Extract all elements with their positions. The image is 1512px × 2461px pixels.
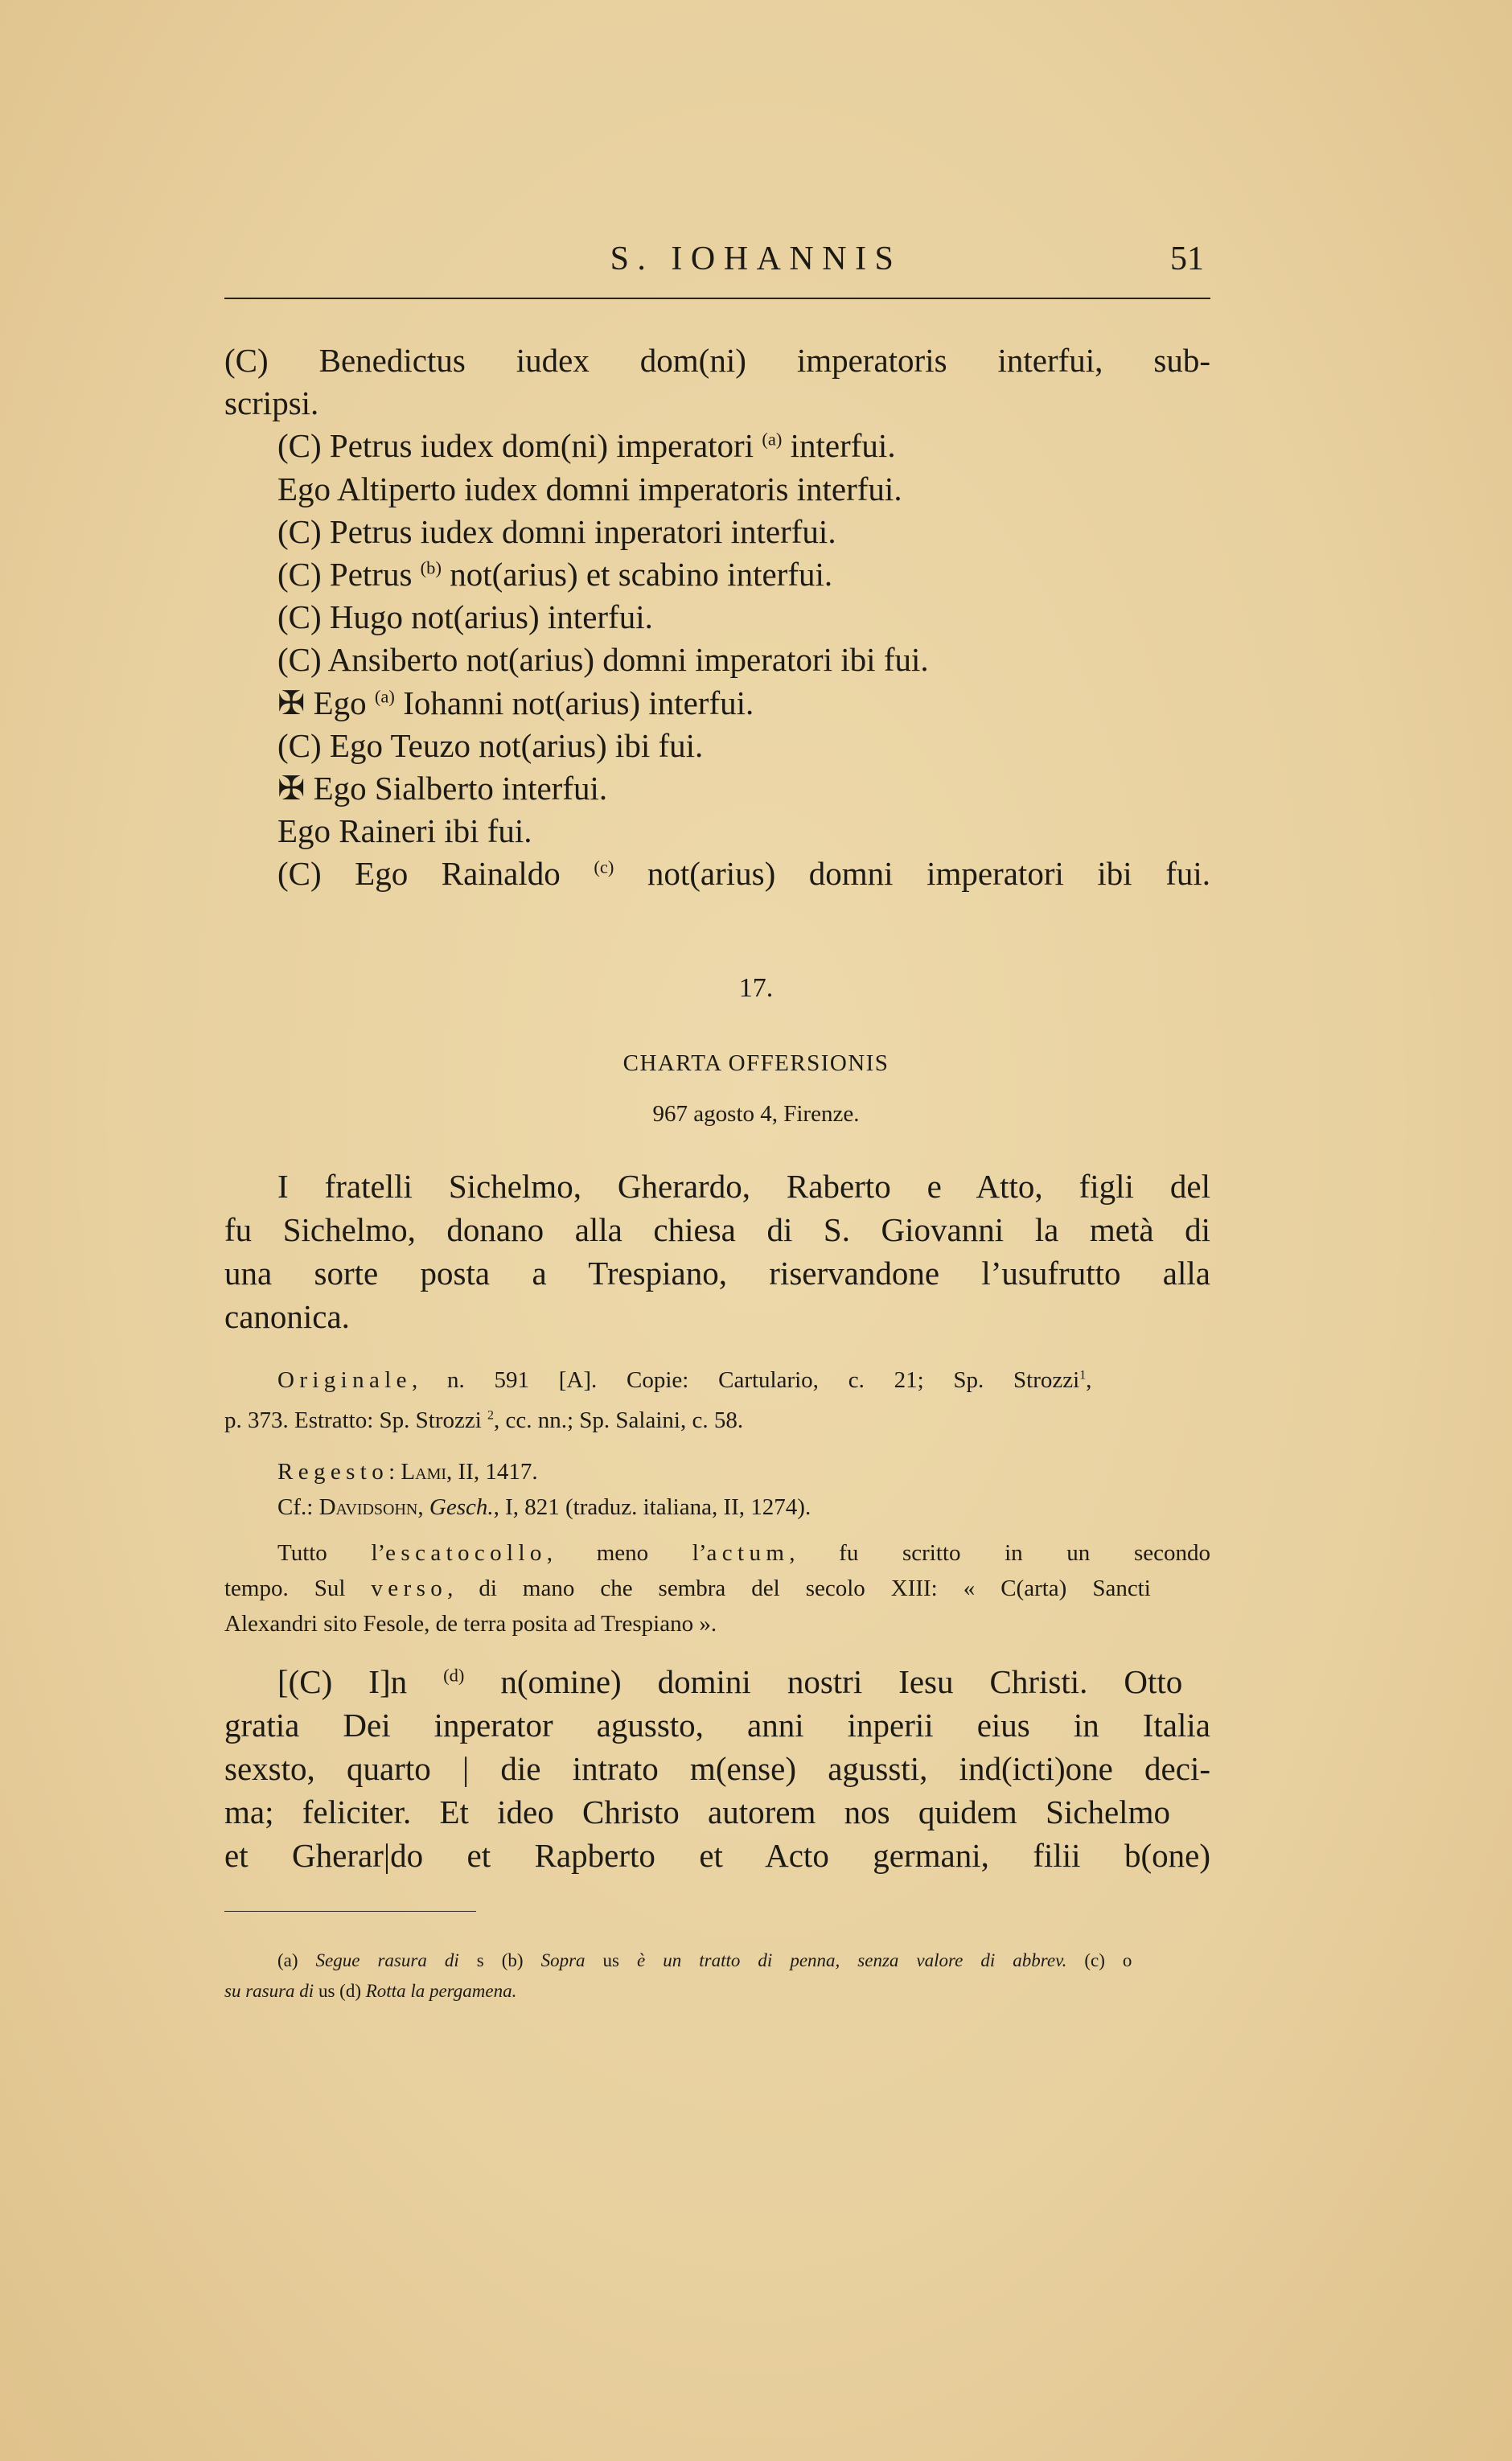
summary-line (277, 1170, 1210, 1203)
text-segment: ✠ Ego Sialberto interfui. (277, 770, 608, 807)
text-segment: canonica. (224, 1298, 350, 1335)
document-date: 967 agosto 4, Firenze. (652, 1101, 860, 1127)
text-segment: tempo. Sul (224, 1576, 372, 1601)
styled-text-segment: Rotta la pergamena. (365, 1981, 517, 2001)
text-segment: una sorte posta a Trespiano, riservandone l’usufrutto alla (224, 1255, 1210, 1292)
text-segment: (C) Hugo not(arius) interfui. (277, 598, 653, 636)
header-rule (224, 298, 1210, 299)
text-segment: : (388, 1459, 401, 1485)
text-segment: , (417, 1494, 429, 1520)
signature-line (277, 427, 896, 465)
text-segment: , di mano che sembra del secolo XIII: « C(arta) Sancti (447, 1576, 1151, 1601)
signature-line (277, 641, 929, 679)
styled-text-segment: verso (371, 1576, 448, 1601)
charter-text-line (277, 1663, 1183, 1700)
text-segment: Ego Raineri ibi fui. (277, 812, 532, 850)
signature-line (277, 558, 832, 591)
styled-text-segment: Gesch. (429, 1494, 494, 1520)
text-segment: gratia Dei inperator agussto, anni inperii eius in Italia (224, 1707, 1210, 1744)
footnote-marker: (d) (443, 1665, 465, 1686)
footnote-marker: (a) (762, 429, 783, 450)
note-line (277, 1542, 1210, 1565)
text-segment: (C) Petrus iudex dom(ni) imperatori (277, 427, 762, 465)
signature-line (277, 512, 836, 550)
note-line (224, 1577, 1151, 1600)
text-segment: et Gherar|do et Rapberto et Acto germani, filii b(one) (224, 1837, 1210, 1874)
text-segment: , fu scritto in un secondo (789, 1540, 1210, 1566)
signature-line (277, 470, 902, 507)
text-segment: (a) (277, 1950, 316, 1970)
signature-line (277, 598, 653, 636)
styled-text-segment: Lami (401, 1459, 447, 1485)
signature-line (277, 726, 704, 764)
text-segment: (C) Ego Teuzo not(arius) ibi fui. (277, 726, 704, 764)
text-segment: (C) Petrus iudex domni inperatori interfui. (277, 512, 836, 550)
text-segment: not(arius) domni imperatori ibi fui. (614, 855, 1210, 893)
footnote-marker: (b) (420, 557, 442, 578)
sources-line (277, 1369, 1091, 1392)
signature-line (277, 772, 607, 805)
styled-text-segment: Originale (277, 1367, 412, 1393)
text-segment: us (585, 1950, 638, 1970)
text-segment: p. 373. Estratto: Sp. Strozzi (224, 1407, 488, 1433)
signature-line (224, 384, 319, 422)
regesto-line (277, 1461, 538, 1484)
note-line (224, 1613, 717, 1636)
text-segment: (c) o (1066, 1950, 1132, 1970)
summary-line (224, 1300, 350, 1333)
styled-text-segment: Sopra (540, 1950, 585, 1970)
text-segment: , n. 591 [A]. Copie: Cartulario, c. 21; Sp. Strozzi (411, 1367, 1080, 1393)
text-segment: (C) Ansiberto not(arius) domni imperatori ibi fui. (277, 641, 929, 679)
text-segment: Alexandri sito Fesole, de terra posita ad Trespiano ». (224, 1611, 717, 1637)
text-segment: n(omine) domini nostri Iesu Christi. Otto (464, 1663, 1183, 1700)
text-segment: Ego Altiperto iudex domni imperatoris interfui. (277, 470, 902, 507)
text-segment: not(arius) et scabino interfui. (441, 556, 833, 593)
text-segment: Tutto l’ (277, 1540, 386, 1566)
footnote-line (224, 1982, 516, 2000)
signature-line (277, 812, 532, 850)
signature-line (277, 855, 1210, 893)
text-segment: , (1086, 1367, 1092, 1393)
styled-text-segment: su rasura di (224, 1981, 314, 2001)
text-segment: ✠ Ego (277, 684, 375, 721)
text-segment: Iohanni not(arius) interfui. (394, 684, 754, 721)
styled-text-segment: Davidsohn (318, 1494, 418, 1520)
sources-line (224, 1409, 743, 1432)
text-segment: Cf.: (277, 1494, 319, 1520)
styled-text-segment: escatocollo (385, 1540, 547, 1566)
footnote-marker: (c) (594, 857, 614, 877)
document-title: CHARTA OFFERSIONIS (622, 1050, 890, 1076)
styled-text-segment: actum (706, 1540, 790, 1566)
charter-text-line (224, 1752, 1210, 1785)
signature-line (277, 684, 754, 721)
styled-text-segment: è un tratto di penna, senza valore di abbrev. (637, 1950, 1067, 1970)
footnote-rule (224, 1911, 476, 1912)
text-segment: , I, 821 (traduz. italiana, II, 1274). (493, 1494, 811, 1520)
styled-text-segment: Segue rasura di (315, 1950, 459, 1970)
charter-text-line (224, 1709, 1210, 1742)
text-segment: (C) Ego Rainaldo (277, 855, 594, 893)
charter-text-line (224, 1793, 1170, 1830)
text-segment: , cc. nn.; Sp. Salaini, c. 58. (494, 1407, 744, 1433)
text-segment: us (d) (314, 1981, 366, 2001)
text-segment: [(C) I]n (277, 1663, 444, 1700)
styled-text-segment: Regesto (277, 1459, 389, 1485)
signature-line (224, 344, 1210, 377)
footnote-marker: (a) (374, 685, 395, 706)
text-segment: (C) Petrus (277, 556, 421, 593)
text-segment: scripsi. (224, 384, 319, 422)
footnote-line (277, 1951, 1132, 1970)
running-header-title: S. IOHANNIS (610, 240, 902, 277)
charter-text-line (224, 1839, 1210, 1872)
regesto-line (277, 1496, 811, 1519)
text-segment: , II, 1417. (446, 1459, 538, 1485)
text-segment: sexsto, quarto | die intrato m(ense) agussti, ind(icti)one deci- (224, 1750, 1210, 1787)
footnote-marker: 1 (1079, 1368, 1087, 1383)
footnote-marker: 2 (487, 1408, 494, 1423)
text-segment: I fratelli Sichelmo, Gherardo, Raberto e Atto, figli del (277, 1168, 1210, 1205)
summary-line (224, 1211, 1210, 1248)
text-segment: , meno l’ (546, 1540, 707, 1566)
text-segment: fu Sichelmo, donano alla chiesa di S. Giovanni la metà di (224, 1211, 1210, 1248)
text-segment: ma; feliciter. Et ideo Christo autorem nos quidem Sichelmo (224, 1793, 1170, 1830)
text-segment: s (b) (458, 1950, 541, 1970)
page-number: 51 (1170, 240, 1204, 277)
document-number: 17. (738, 973, 774, 1003)
text-segment: (C) Benedictus iudex dom(ni) imperatoris interfui, sub- (224, 342, 1210, 379)
summary-line (224, 1257, 1210, 1290)
text-segment: interfui. (782, 427, 896, 465)
